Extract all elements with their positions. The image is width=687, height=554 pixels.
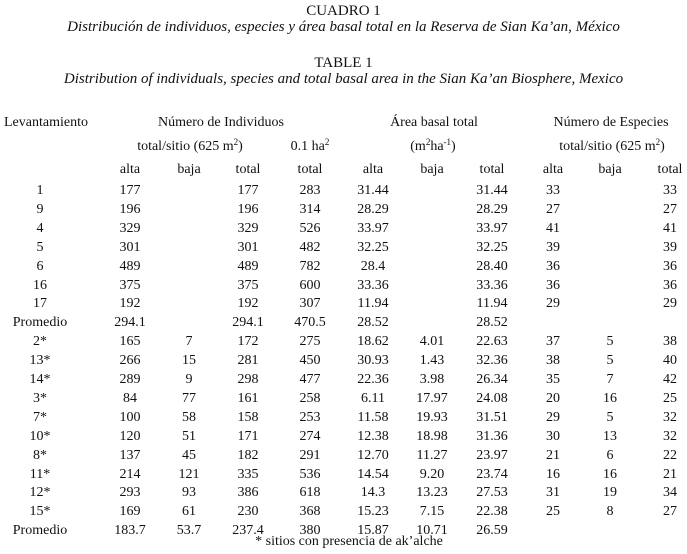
table-cell: 214 <box>119 466 141 482</box>
row-label: 15* <box>29 504 51 520</box>
table-cell: 375 <box>237 277 259 293</box>
table-row <box>0 484 687 502</box>
table-cell: 307 <box>299 296 321 312</box>
header-total-sitio: total/sitio (625 $m^2$) <box>137 137 243 154</box>
table-cell: 32.25 <box>476 239 508 255</box>
table-cell: 84 <box>123 390 137 406</box>
table-cell: 274 <box>299 428 321 444</box>
table-cell: 33.36 <box>476 277 508 293</box>
table-cell: 31.51 <box>476 409 508 425</box>
table-row <box>0 428 687 446</box>
table-cell: 32.25 <box>357 239 389 255</box>
table-cell: 21 <box>663 466 677 482</box>
row-label: 1 <box>36 183 44 198</box>
table-cell: 5 <box>606 334 614 350</box>
row-label: 5 <box>36 239 44 255</box>
table-cell: 28.4 <box>360 258 386 274</box>
table-row <box>0 409 687 427</box>
table-cell: 30 <box>546 428 560 444</box>
row-label: 11* <box>29 466 51 482</box>
table-cell: 29 <box>663 296 677 312</box>
table-cell: 36 <box>663 277 677 293</box>
table-cell: 58 <box>182 409 196 425</box>
row-label: 7* <box>33 409 47 425</box>
table-cell: 19.93 <box>416 409 448 425</box>
table-cell: 375 <box>119 277 141 293</box>
table-cell: 36 <box>546 258 560 274</box>
table-cell: 61 <box>182 504 196 520</box>
table-cell: 41 <box>663 220 677 236</box>
table-cell: 120 <box>119 428 141 444</box>
table-cell: 470.5 <box>294 315 326 331</box>
table-cell: 291 <box>299 447 321 463</box>
table-cell: 196 <box>119 201 141 217</box>
table-cell: 31.44 <box>476 183 508 198</box>
table-cell: 33.97 <box>476 220 508 236</box>
table-cell: 192 <box>119 296 141 312</box>
table-cell: 301 <box>237 239 259 255</box>
table-cell: 9 <box>185 372 193 387</box>
table-cell: 37 <box>546 334 560 350</box>
table-cell: 15 <box>182 353 196 369</box>
table-cell: 45 <box>182 447 196 463</box>
subheader-cell: baja <box>420 162 444 177</box>
table-cell: 782 <box>299 258 321 274</box>
table-cell: 36 <box>546 277 560 293</box>
table-cell: 329 <box>237 220 259 236</box>
subheader-cell: alta <box>119 162 141 177</box>
table-cell: 27.53 <box>476 485 508 501</box>
table-cell: 182 <box>237 447 259 463</box>
row-label: 6 <box>36 258 44 274</box>
header-especies-total-sitio: total/sitio (625 $m^2$) <box>559 137 665 154</box>
table-cell: 600 <box>299 277 321 293</box>
table-row <box>0 220 687 238</box>
table-cell: 536 <box>299 466 321 482</box>
table-cell: 25 <box>546 504 560 520</box>
row-label: 17 <box>33 296 47 312</box>
table-cell: 17.97 <box>416 390 448 406</box>
table-cell: 253 <box>299 409 321 425</box>
header-numero-individuos: Número de Individuos <box>158 115 284 130</box>
table-cell: 137 <box>119 447 141 463</box>
table-cell: 100 <box>119 409 141 425</box>
table-cell: 39 <box>663 239 677 255</box>
table-cell: 31 <box>546 485 560 501</box>
table-cell: 7.15 <box>419 504 445 520</box>
table-cell: 18.98 <box>416 428 448 444</box>
table-cell: 32 <box>663 428 677 444</box>
table-cell: 36 <box>663 258 677 274</box>
table-row <box>0 447 687 465</box>
table-cell: 450 <box>299 353 321 369</box>
row-label: 14* <box>29 372 51 387</box>
header-01-ha: 0.1 $ha^2$ <box>290 137 330 154</box>
table-cell: 11.94 <box>476 296 508 312</box>
table-cell: 10.71 <box>416 523 448 539</box>
subheader-cell: alta <box>542 162 564 177</box>
table-cell: 22 <box>663 447 677 463</box>
table-cell: 177 <box>119 183 141 198</box>
table-cell: 489 <box>119 258 141 274</box>
table-cell: 482 <box>299 239 321 255</box>
table-cell: 18.62 <box>357 334 389 350</box>
row-label: 8* <box>33 447 47 463</box>
table-cell: 165 <box>119 334 141 350</box>
table-cell: 1.43 <box>419 353 445 369</box>
table-cell: 22.36 <box>357 372 389 387</box>
table-cell: 14.54 <box>357 466 389 482</box>
table-cell: 3.98 <box>419 372 445 387</box>
table-cell: 12.38 <box>357 428 389 444</box>
table-cell: 9.20 <box>419 466 445 482</box>
table-cell: 41 <box>546 220 560 236</box>
table-cell: 28.40 <box>476 258 508 274</box>
table-cell: 16 <box>546 466 560 482</box>
table-cell: 329 <box>119 220 141 236</box>
table-cell: 21 <box>546 447 560 463</box>
header-numero-especies: Número de Especies <box>553 115 669 130</box>
table-cell: 38 <box>663 334 677 350</box>
row-label: 2* <box>33 334 47 350</box>
table-cell: 192 <box>237 296 259 312</box>
table-cell: 28.29 <box>476 201 508 217</box>
table-cell: 39 <box>546 239 560 255</box>
table-cell: 16 <box>603 466 617 482</box>
table-cell: 7 <box>606 372 614 387</box>
table-cell: 368 <box>299 504 321 520</box>
table-cell: 15.87 <box>357 523 389 539</box>
table-cell: 30.93 <box>357 353 389 369</box>
table-cell: 26.34 <box>476 372 508 387</box>
table-cell: 40 <box>663 353 677 369</box>
table-cell: 169 <box>119 504 141 520</box>
table-row <box>0 182 687 200</box>
table-cell: 293 <box>119 485 141 501</box>
table-row <box>0 352 687 370</box>
table-cell: 5 <box>606 409 614 425</box>
table-cell: 32 <box>663 409 677 425</box>
table-cell: 23.97 <box>476 447 508 463</box>
caption-es-title: CUADRO 1 <box>306 3 381 19</box>
subheader-cell: baja <box>598 162 622 177</box>
table-cell: 298 <box>237 372 259 387</box>
table-cell: 31.44 <box>357 183 389 198</box>
table-cell: 35 <box>546 372 560 387</box>
header-levantamiento: Levantamiento <box>4 115 88 130</box>
subheader-cell: total <box>657 162 683 177</box>
table-cell: 27 <box>663 201 677 217</box>
table-cell: 77 <box>182 390 196 406</box>
table-cell: 275 <box>299 334 321 350</box>
table-cell: 283 <box>299 183 321 198</box>
table-cell: 23.74 <box>476 466 508 482</box>
table-cell: 28.52 <box>476 315 508 331</box>
table-cell: 31.36 <box>476 428 508 444</box>
table-cell: 26.59 <box>476 523 508 539</box>
table-cell: 294.1 <box>114 315 146 331</box>
row-label: 13* <box>29 353 51 369</box>
table-cell: 11.27 <box>416 447 448 463</box>
table-cell: 29 <box>546 296 560 312</box>
table-cell: 33 <box>663 183 677 198</box>
table-cell: 14.3 <box>360 485 386 501</box>
row-label: 12* <box>29 485 51 501</box>
table-cell: 386 <box>237 485 259 501</box>
table-cell: 7 <box>185 334 193 350</box>
table-row <box>0 333 687 351</box>
subheader-cell: alta <box>362 162 384 177</box>
subheader-cell: total <box>235 162 261 177</box>
table-cell: 294.1 <box>232 315 264 331</box>
table-cell: 11.58 <box>357 409 389 425</box>
table-cell: 11.94 <box>357 296 389 312</box>
table-row <box>0 258 687 276</box>
table-cell: 93 <box>182 485 196 501</box>
table-cell: 266 <box>119 353 141 369</box>
table-cell: 53.7 <box>176 523 202 539</box>
table-cell: 489 <box>237 258 259 274</box>
table-cell: 13.23 <box>416 485 448 501</box>
table-cell: 29 <box>546 409 560 425</box>
table-row <box>0 239 687 257</box>
table-cell: 27 <box>663 504 677 520</box>
table-cell: 24.08 <box>476 390 508 406</box>
footnote: * sitios con presencia de ak’alche <box>255 534 443 549</box>
subheader-cell: total <box>479 162 505 177</box>
table-cell: 33.97 <box>357 220 389 236</box>
caption-es-subtitle: Distribución de individuos, especies y área basal total en la Reserva de Sian Ka’an, México <box>67 19 620 35</box>
table-row <box>0 295 687 313</box>
table-cell: 172 <box>237 334 259 350</box>
row-label: 4 <box>36 220 44 236</box>
table-cell: 237.4 <box>232 523 264 539</box>
row-label: 3* <box>33 390 47 406</box>
table-cell: 28.52 <box>357 315 389 331</box>
table-cell: 196 <box>237 201 259 217</box>
table-cell: 32.36 <box>476 353 508 369</box>
row-label: 10* <box>29 428 51 444</box>
row-label: 9 <box>36 201 44 217</box>
table-cell: 158 <box>237 409 259 425</box>
table-cell: 20 <box>546 390 560 406</box>
table-cell: 6.11 <box>361 390 385 406</box>
table-cell: 34 <box>663 485 677 501</box>
subheader-cell: baja <box>177 162 201 177</box>
table-cell: 22.38 <box>476 504 508 520</box>
table-cell: 177 <box>237 183 259 198</box>
table-cell: 526 <box>299 220 321 236</box>
row-label: 16 <box>33 277 47 293</box>
table-cell: 42 <box>663 372 677 387</box>
table-cell: 618 <box>299 485 321 501</box>
table-cell: 19 <box>603 485 617 501</box>
table-cell: 22.63 <box>476 334 508 350</box>
table-cell: 12.70 <box>357 447 389 463</box>
table-row <box>0 201 687 219</box>
header-area-basal: Área basal total <box>390 115 478 130</box>
table-cell: 5 <box>606 353 614 369</box>
table-cell: 33.36 <box>357 277 389 293</box>
table-cell: 161 <box>237 390 259 406</box>
table-cell: 27 <box>546 201 560 217</box>
table-cell: 13 <box>603 428 617 444</box>
caption-en-subtitle: Distribution of individuals, species and total basal area in the Sian Ka’an Biosphere, Mexico <box>63 71 624 87</box>
table-cell: 6 <box>606 447 614 463</box>
caption-en-title: TABLE 1 <box>314 55 373 71</box>
table-row <box>0 371 687 389</box>
table-cell: 230 <box>237 504 259 520</box>
table-cell: 171 <box>237 428 259 444</box>
table-row <box>0 503 687 521</box>
table-cell: 380 <box>299 523 321 539</box>
row-label: Promedio <box>12 523 68 539</box>
table-row <box>0 277 687 295</box>
table-cell: 25 <box>663 390 677 406</box>
table-cell: 258 <box>299 390 321 406</box>
table-cell: 289 <box>119 372 141 387</box>
table-row <box>0 314 687 332</box>
table-cell: 51 <box>182 428 196 444</box>
table-cell: 16 <box>603 390 617 406</box>
table-cell: 38 <box>546 353 560 369</box>
header-m2ha: $(m^2ha^{-1})$ <box>410 137 456 154</box>
table-cell: 477 <box>299 372 321 387</box>
table-cell: 335 <box>237 466 259 482</box>
table-cell: 183.7 <box>114 523 146 539</box>
table-cell: 28.29 <box>357 201 389 217</box>
table-cell: 121 <box>178 466 200 482</box>
table-cell: 33 <box>546 183 560 198</box>
table-cell: 314 <box>299 201 321 217</box>
row-label: Promedio <box>12 315 68 331</box>
table-cell: 4.01 <box>419 334 445 350</box>
subheader-cell: total <box>297 162 323 177</box>
table-row <box>0 390 687 408</box>
table-cell: 8 <box>606 504 614 520</box>
table-cell: 281 <box>237 353 259 369</box>
table-cell: 15.23 <box>357 504 389 520</box>
table-row <box>0 466 687 484</box>
table-cell: 301 <box>119 239 141 255</box>
